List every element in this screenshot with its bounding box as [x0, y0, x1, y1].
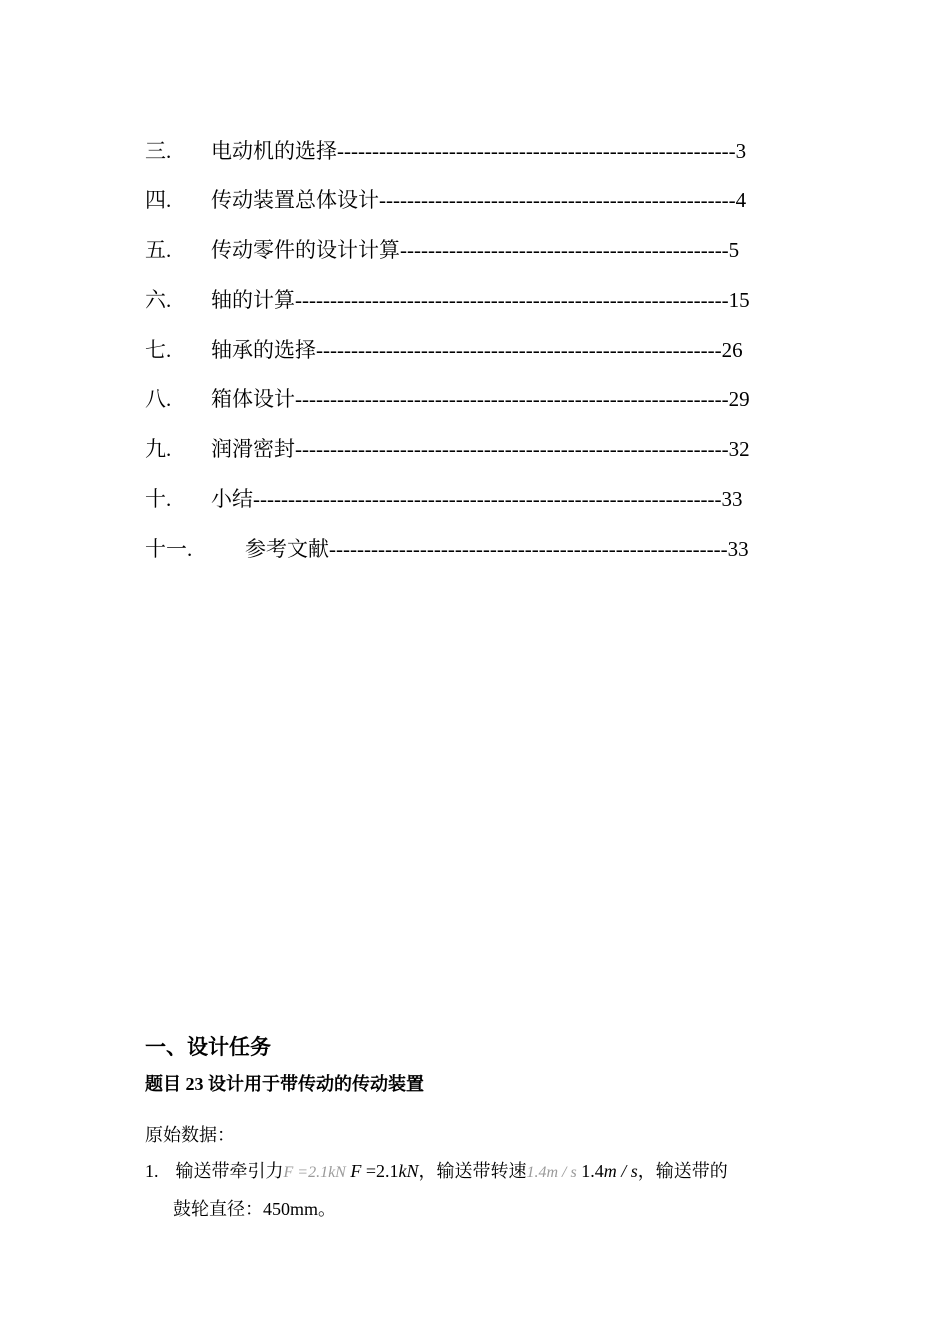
list-item-number: 1. [145, 1161, 159, 1181]
toc-entry-title: 润滑密封--------------------------------------------------------------32 [211, 437, 750, 461]
toc-entry-title: 小结-------------------------------------------------------------------33 [211, 487, 743, 511]
toc-entry-title: 箱体设计--------------------------------------------------------------29 [211, 387, 750, 411]
list-item [145, 1156, 825, 1188]
toc-entry-number: 十. [145, 487, 172, 511]
toc-entry-number: 四. [145, 188, 172, 212]
list-item-text: ，输送带的 [637, 1161, 728, 1181]
formula-placeholder: 1.4m / s [526, 1164, 577, 1181]
toc-entry-number: 三. [145, 139, 172, 163]
section-heading: 一、设计任务 [145, 1035, 271, 1059]
original-data-label: 原始数据： [145, 1125, 235, 1145]
formula-placeholder: F =2.1kN [283, 1164, 346, 1181]
toc-entry-number: 七. [145, 338, 172, 362]
toc-entry-title: 轴承的选择----------------------------------------------------------26 [211, 338, 743, 362]
toc-entry-number: 六. [145, 288, 172, 312]
list-item-continuation: 鼓轮直径：450mm。 [173, 1199, 337, 1219]
toc-entry-number: 九. [145, 437, 172, 461]
speed-formula: 1.4m / s [581, 1161, 638, 1181]
toc-entry-number: 八. [145, 387, 172, 411]
toc-entry-title: 参考文献---------------------------------------------------------33 [245, 537, 749, 561]
toc-entry-number: 五. [145, 238, 172, 262]
section-subheading: 题目 23 设计用于带传动的传动装置 [145, 1074, 424, 1094]
list-item-text: 输送带牵引力 [175, 1161, 284, 1181]
toc-entry-title: 传动零件的设计计算-----------------------------------------------5 [211, 238, 740, 262]
force-formula: F =2.1kN [350, 1161, 419, 1181]
toc-entry-title: 电动机的选择---------------------------------------------------------3 [211, 139, 747, 163]
toc-entry-title: 传动装置总体设计---------------------------------------------------4 [211, 188, 747, 212]
toc-entry-title: 轴的计算--------------------------------------------------------------15 [211, 288, 750, 312]
list-item-text: ，输送带转速 [418, 1161, 527, 1181]
toc-entry-number: 十一. [145, 537, 193, 561]
